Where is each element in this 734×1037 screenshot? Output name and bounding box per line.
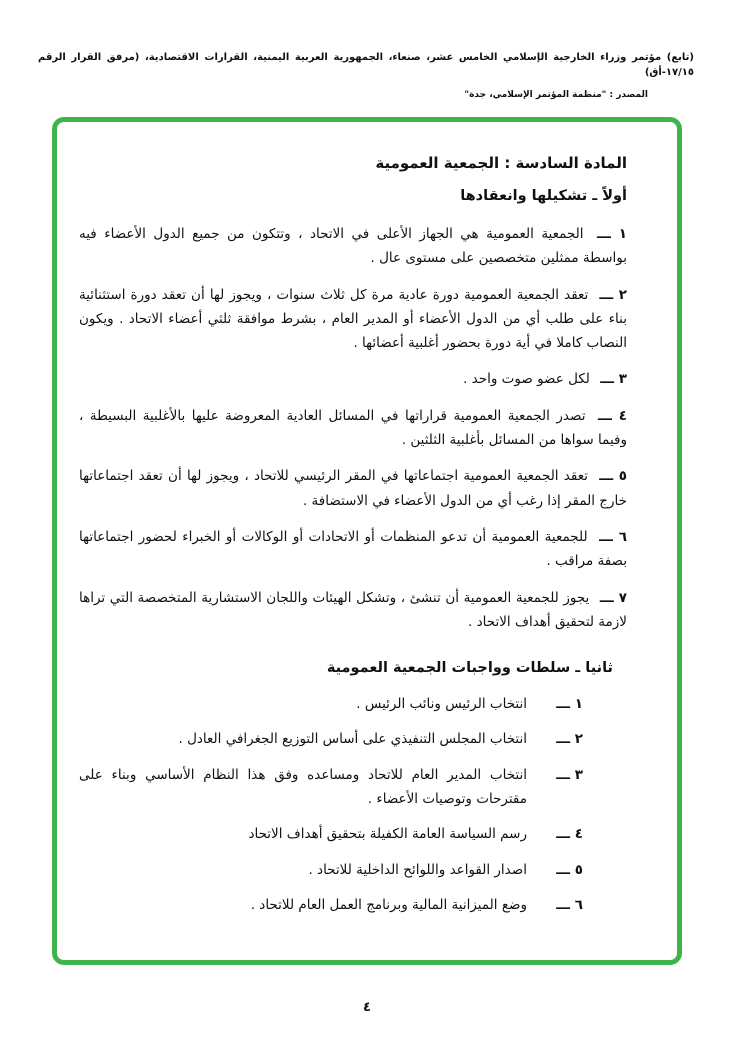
- duty-2-number: ٢ ـــ: [556, 731, 583, 748]
- page-header: [38, 50, 694, 100]
- clause-2-number: ٢ ـــ: [599, 286, 628, 303]
- clause-7: [79, 586, 627, 635]
- clause-5: [79, 464, 627, 513]
- clause-6-number: ٦ ـــ: [599, 528, 628, 545]
- duty-3-text: انتخاب المدير العام للاتحاد ومساعده وفق هذا النظام الأساسي وبناء على مقترحات وتوصيات الأعضاء .: [79, 766, 527, 808]
- clause-5-number: ٥ ـــ: [599, 468, 627, 485]
- clause-7-number: ٧ ـــ: [599, 589, 627, 606]
- clause-1-text: الجمعية العمومية هي الجهاز الأعلى في الاتحاد ، وتتكون من جميع الدول الأعضاء فيه بواسطة ممثلين متخصصين على مستوى عال .: [79, 226, 627, 267]
- duty-2-text: انتخاب المجلس التنفيذي على أساس التوزيع الجغرافي العادل .: [178, 731, 527, 748]
- clause-7-text: يجوز للجمعية العمومية أن تنشئ ، وتشكل الهيئات واللجان الاستشارية المتخصصة التي تراها لازمة لتحقيق أهداف الاتحاد .: [79, 589, 627, 630]
- duty-4: [79, 822, 627, 846]
- article-title: المادة السادسة : الجمعية العمومية: [375, 154, 627, 172]
- page-number: ٤: [363, 1000, 371, 1015]
- clause-3-number: ٣ ـــ: [600, 371, 627, 388]
- clause-6: [79, 525, 627, 574]
- duty-1-text: انتخاب الرئيس ونائب الرئيس .: [356, 696, 527, 713]
- duty-3-number: ٣ ـــ: [556, 766, 583, 783]
- clause-5-text: تعقد الجمعية العمومية اجتماعاتها في المقر الرئيسي للاتحاد ، ويجوز لها أن تعقد اجتماعاتها خارج المقر إذا رغب أي من الدول الأعضاء في الاستضافة .: [79, 468, 627, 509]
- duty-4-number: ٤ ـــ: [556, 826, 583, 843]
- duty-5-text: اصدار القواعد واللوائح الداخلية للاتحاد .: [308, 861, 527, 878]
- duty-6-text: وضع الميزانية المالية وبرنامج العمل العام للاتحاد .: [250, 896, 527, 913]
- duty-5: [79, 858, 627, 882]
- clause-1: [79, 222, 627, 271]
- duty-1: [79, 692, 627, 716]
- duty-1-number: ١ ـــ: [556, 696, 583, 713]
- clause-1-number: ١ ـــ: [597, 226, 627, 242]
- clause-4-text: تصدر الجمعية العمومية قراراتها في المسائل العادية المعروضة عليها بالأغلبية البسيطة ، وفيما سواها من المسائل بأغلبية الثلثين .: [79, 407, 627, 449]
- duty-5-number: ٥ ـــ: [556, 861, 583, 878]
- clause-4-number: ٤ ـــ: [597, 407, 627, 424]
- clause-3: [79, 367, 627, 391]
- green-frame: [52, 117, 682, 965]
- section2-heading: ثانيا ـ سلطات وواجبات الجمعية العمومية: [326, 660, 613, 677]
- clause-3-text: لكل عضو صوت واحد .: [463, 371, 590, 388]
- duty-6: [79, 893, 627, 917]
- clause-2: [79, 283, 627, 356]
- clause-2-text: تعقد الجمعية العمومية دورة عادية مرة كل ثلاث سنوات ، ويجوز لها أن تعقد دورة استثنائية بناء على طلب أي من الدول الأعضاء أو المدير العام ، بشرط موافقة ثلثي أعضاء الاتحاد . ويكون النصاب كاملا في أية دورة بحضور أغلبية أعضائها .: [79, 286, 627, 352]
- clause-4: [79, 404, 627, 453]
- duty-2: [79, 727, 627, 751]
- duty-6-number: ٦ ـــ: [556, 896, 583, 913]
- clause-6-text: للجمعية العمومية أن تدعو المنظمات أو الاتحادات أو الوكالات أو الخبراء لحضور اجتماعاتها بصفة مراقب .: [79, 528, 627, 570]
- duty-3: [79, 763, 627, 812]
- header-source: المصدر : "منظمة المؤتمر الإسلامي، جدة": [464, 90, 648, 100]
- duty-4-text: رسم السياسة العامة الكفيلة بتحقيق أهداف الاتحاد: [248, 826, 527, 843]
- header-citation: (تابع) مؤتمر وزراء الخارجية الإسلامي الخامس عشر، صنعاء، الجمهورية العربية اليمنية، القرارات الاقتصادية، (مرفق القرار الرقم ١٧/١٥-أق): [38, 52, 694, 78]
- section1-heading: أولاً ـ تشكيلها وانعقادها: [460, 188, 627, 204]
